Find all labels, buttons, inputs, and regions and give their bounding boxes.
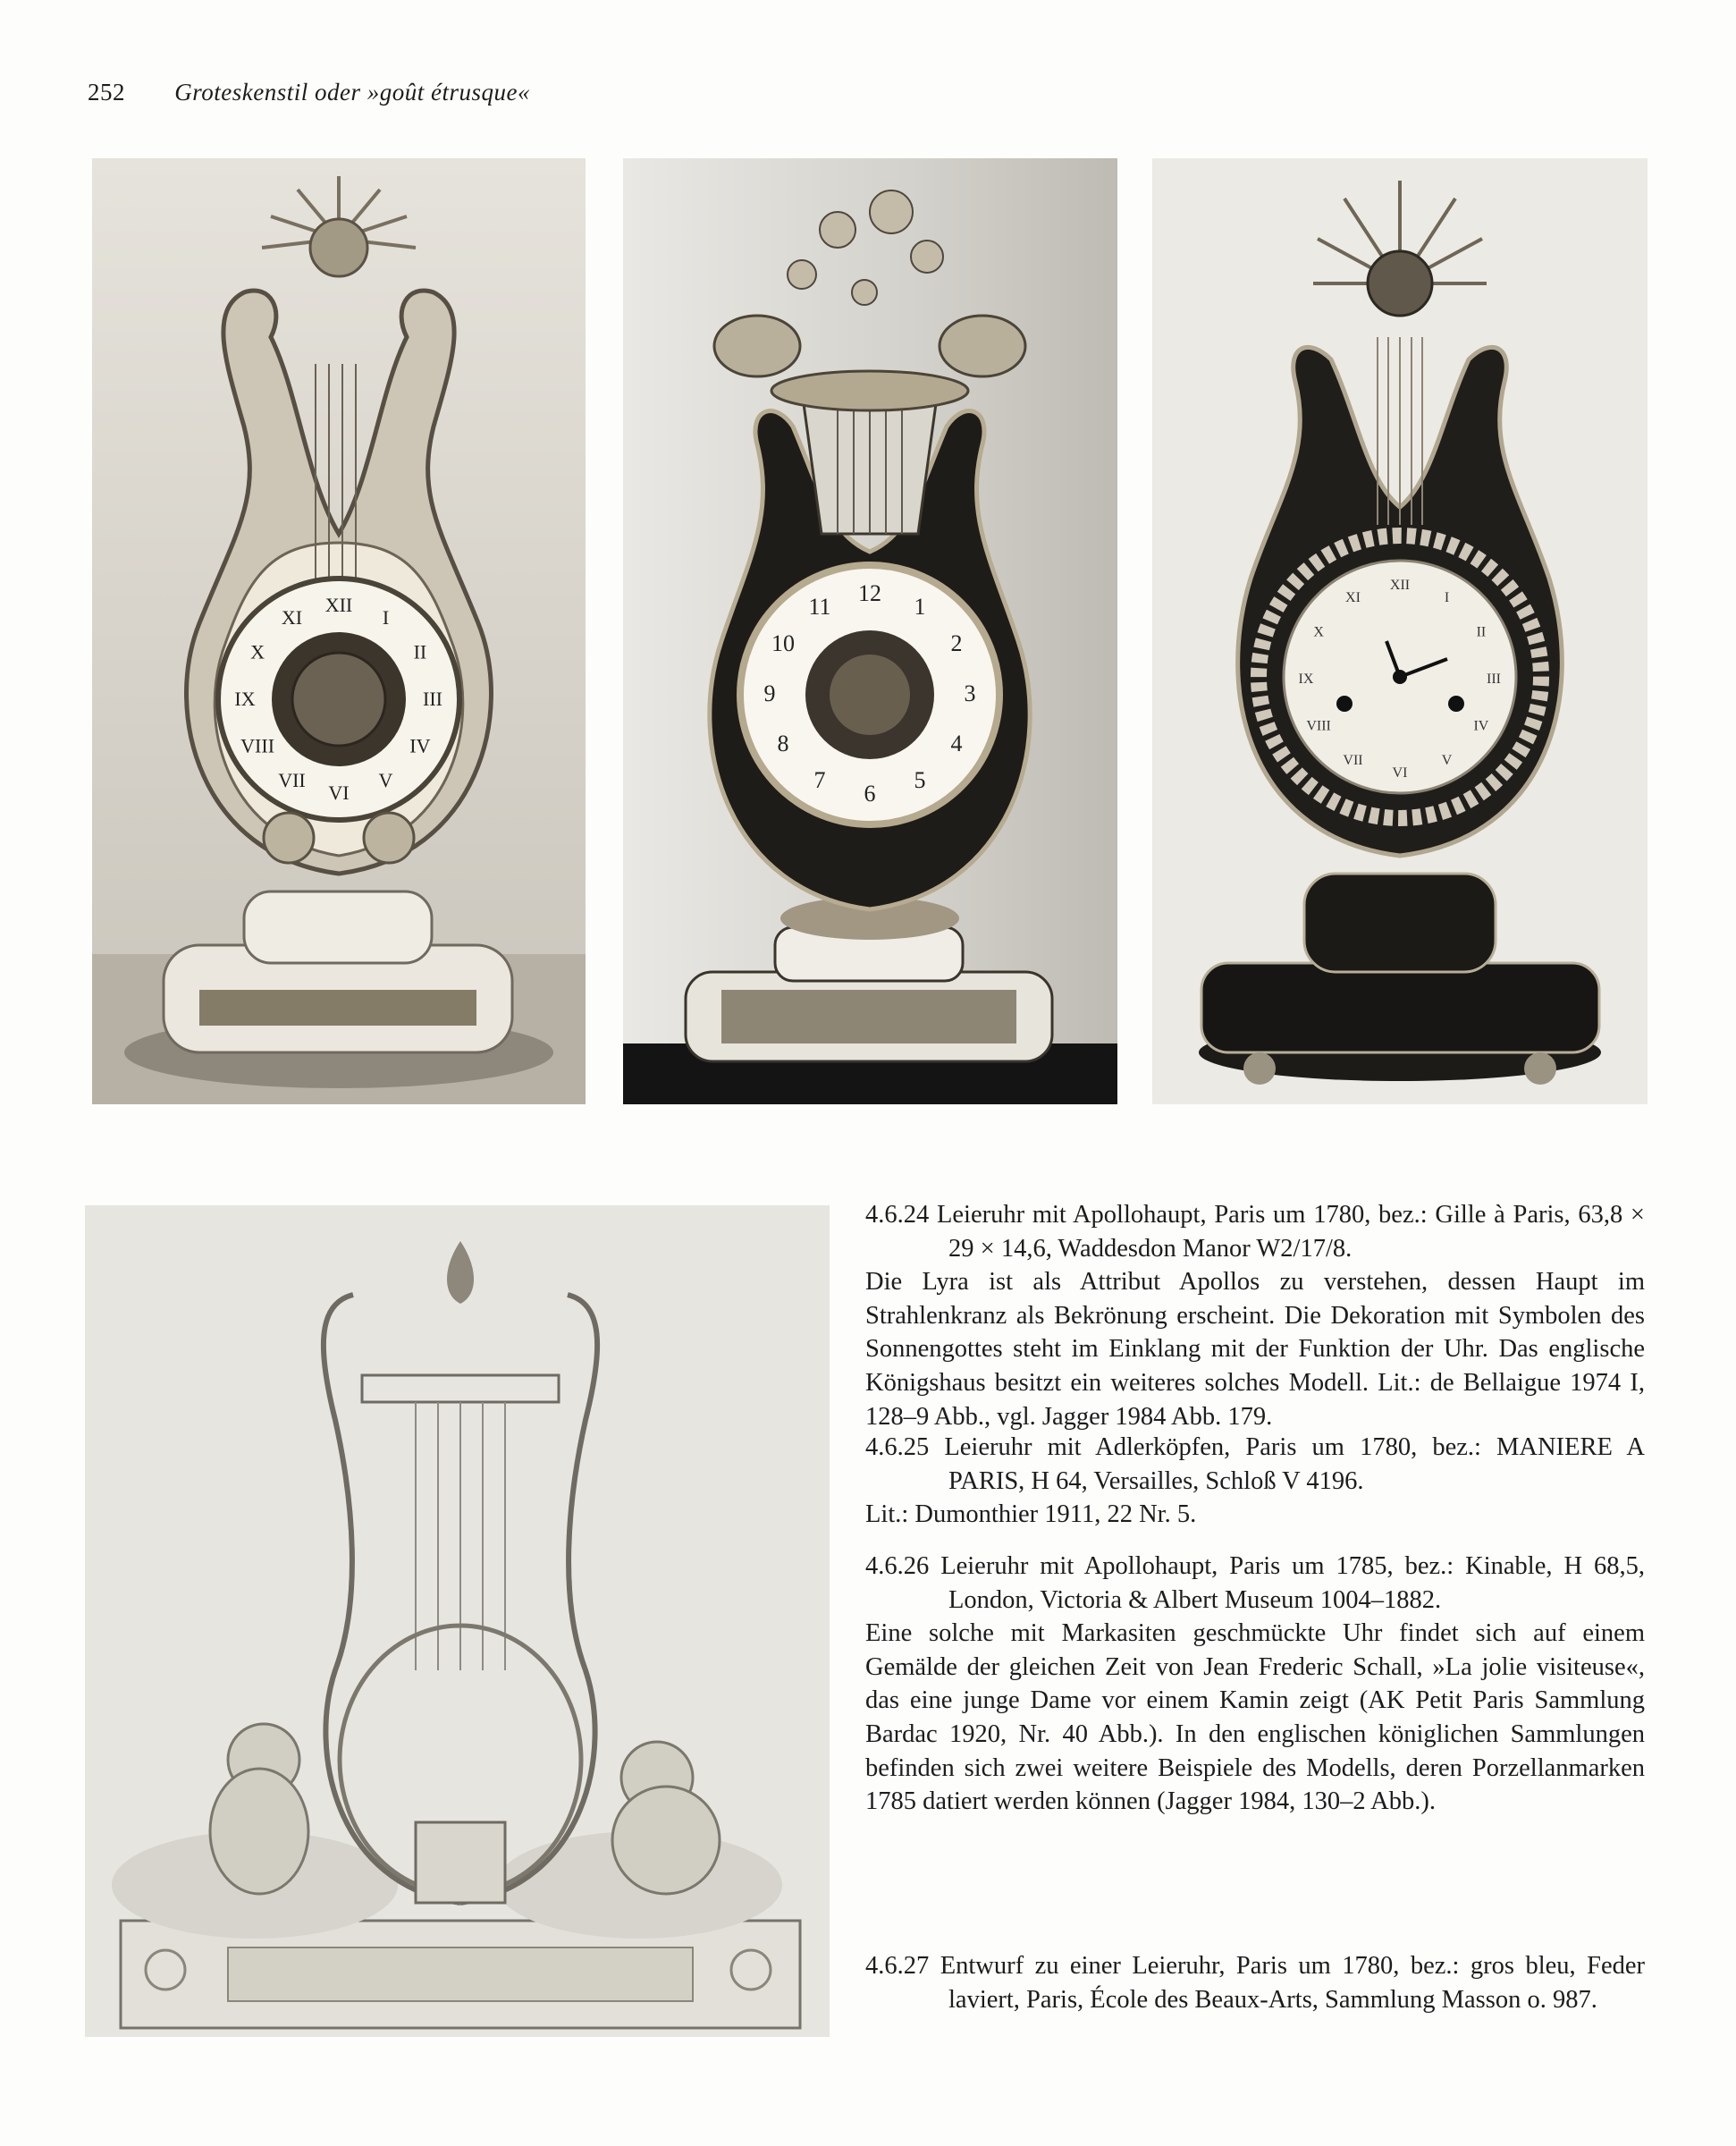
clock-numeral: VI xyxy=(1392,765,1408,781)
clock-numeral: 8 xyxy=(777,731,789,756)
clock-numeral: 4 xyxy=(950,731,963,756)
clock-numeral: 1 xyxy=(914,594,926,620)
caption-4-6-26 xyxy=(865,1550,1645,1819)
figure-4-6-24-photo xyxy=(92,158,586,1104)
caption-head: 4.6.24 Leieruhr mit Apollohaupt, Paris um 1780, bez.: Gille à Paris, 63,8 × 29 × 14,6, Waddesdon Manor W2/17/8. xyxy=(865,1201,1645,1263)
clock-numeral: VII xyxy=(1343,752,1363,768)
clock-numeral: V xyxy=(1441,752,1453,768)
clock-numeral: VIII xyxy=(240,734,275,757)
clock-numeral: 7 xyxy=(813,767,826,793)
clock-numeral: 2 xyxy=(950,630,963,656)
running-header xyxy=(88,79,530,106)
clock-numeral: I xyxy=(1444,590,1450,606)
running-title: Groteskenstil oder »goût étrusque« xyxy=(174,79,530,106)
caption-head: 4.6.27 Entwurf zu einer Leieruhr, Paris um 1780, bez.: gros bleu, Feder laviert, Paris, École des Beaux-Arts, Sammlung Masson o. 987. xyxy=(865,1952,1645,2014)
caption-4-6-25 xyxy=(865,1431,1645,1532)
page-number: 252 xyxy=(88,79,125,106)
figure-4-6-26-photo xyxy=(1152,158,1648,1104)
clock-numeral: XII xyxy=(324,594,353,616)
lyre-clock-apollo-light-image xyxy=(92,158,586,1104)
clock-numeral: 3 xyxy=(964,680,976,706)
clock-numeral: III xyxy=(423,688,442,710)
clock-numeral: XI xyxy=(1345,590,1361,606)
clock-numeral: IV xyxy=(1473,718,1489,734)
clock-numeral: 5 xyxy=(914,767,926,793)
clock-numeral: V xyxy=(378,768,393,791)
clock-numeral: I xyxy=(382,606,390,629)
clock-numeral: VII xyxy=(278,768,306,791)
caption-body: Eine solche mit Markasiten geschmückte Uhr findet sich auf einem Gemälde der gleichen Zeit von Jean Frederic Schall, »La jolie visiteuse«, das eine junge Dame vor einem Kamin zeigt (AK Petit Paris Sammlung Bardac 1920, Nr. 40 Abb.). In den englischen königlichen Sammlungen befinden sich zwei weitere Beispiele des Modells, deren Porzellanmarken 1785 datiert werden können (Jagger 1984, 130–2 Abb.). xyxy=(865,1619,1645,1816)
figure-4-6-27-drawing xyxy=(85,1205,830,2037)
clock-numeral: X xyxy=(250,640,265,663)
clock-numeral: 11 xyxy=(808,594,831,620)
clock-numeral: VI xyxy=(328,782,350,804)
lyre-clock-eagle-heads-image xyxy=(623,158,1117,1104)
clock-numeral: 6 xyxy=(864,781,876,807)
clock-numeral: VIII xyxy=(1306,718,1331,734)
clock-numeral: II xyxy=(413,640,427,663)
clock-numeral: IX xyxy=(234,688,256,710)
clock-numeral: 10 xyxy=(771,630,795,656)
lyre-clock-design-drawing-image xyxy=(85,1205,830,2037)
caption-body: Die Lyra ist als Attribut Apollos zu verstehen, dessen Haupt im Strahlenkranz als Bekrönung erscheint. Die Dekoration mit Symbolen des Sonnengottes steht im Einklang mit der Funktion der Uhr. Das englische Königshaus besitzt ein weiteres solches Modell. Lit.: de Bellaigue 1974 I, 128–9 Abb., vgl. Jagger 1984 Abb. 179. xyxy=(865,1268,1645,1431)
clock-numeral: IV xyxy=(409,734,431,757)
clock-numeral: II xyxy=(1476,624,1487,640)
clock-numeral: 9 xyxy=(763,680,776,706)
clock-numeral: X xyxy=(1313,624,1324,640)
caption-head: 4.6.25 Leieruhr mit Adlerköpfen, Paris um 1780, bez.: MANIERE A PARIS, H 64, Versailles, Schloß V 4196. xyxy=(865,1433,1645,1495)
clock-numeral: XI xyxy=(281,606,303,629)
lyre-clock-apollo-dark-image xyxy=(1152,158,1648,1104)
clock-numeral: XII xyxy=(1389,578,1411,593)
clock-numeral: III xyxy=(1487,672,1501,687)
clock-numeral: 12 xyxy=(858,580,881,606)
clock-numeral: IX xyxy=(1298,672,1314,687)
caption-4-6-24 xyxy=(865,1198,1645,1433)
caption-head: 4.6.26 Leieruhr mit Apollohaupt, Paris um 1785, bez.: Kinable, H 68,5, London, Victoria & Albert Museum 1004–1882. xyxy=(865,1552,1645,1614)
caption-4-6-27 xyxy=(865,1949,1645,2016)
caption-body: Lit.: Dumonthier 1911, 22 Nr. 5. xyxy=(865,1500,1197,1529)
figure-4-6-25-photo xyxy=(623,158,1117,1104)
